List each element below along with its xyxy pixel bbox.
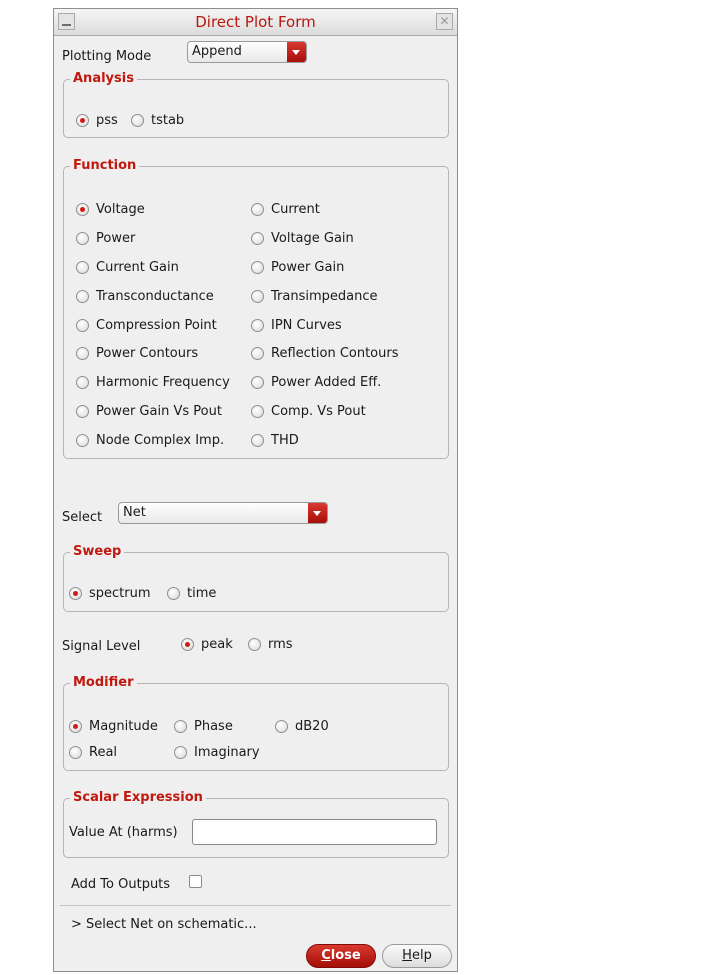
close-mnemonic: C <box>321 948 331 963</box>
analysis-title: Analysis <box>70 71 137 87</box>
chevron-down-icon <box>287 42 306 62</box>
radio-indicator <box>76 261 89 274</box>
add-to-outputs-label: Add To Outputs <box>71 877 171 892</box>
radio-indicator <box>69 720 82 733</box>
signal-level-label: Signal Level <box>62 639 141 654</box>
radio-label: Node Complex Imp. <box>96 433 225 448</box>
select-type-value: Net <box>123 505 146 520</box>
radio-label: Power Contours <box>96 346 199 361</box>
radio-label: Power Gain <box>271 260 345 275</box>
radio-label: Harmonic Frequency <box>96 375 230 390</box>
radio-label: Imaginary <box>194 745 260 760</box>
add-to-outputs-checkbox[interactable] <box>189 875 202 888</box>
radio-label: Voltage <box>96 202 145 217</box>
radio-indicator <box>251 347 264 360</box>
radio-indicator <box>248 638 261 651</box>
radio-indicator <box>76 232 89 245</box>
radio-indicator <box>76 405 89 418</box>
radio-label: Reflection Contours <box>271 346 399 361</box>
sweep-group <box>63 544 449 612</box>
radio-indicator <box>76 114 89 127</box>
function-group <box>63 158 449 459</box>
radio-indicator <box>174 746 187 759</box>
radio-indicator <box>76 376 89 389</box>
radio-indicator <box>69 587 82 600</box>
radio-label: Real <box>89 745 118 760</box>
help-mnemonic: H <box>402 948 412 963</box>
radio-label: THD <box>271 433 299 448</box>
radio-indicator <box>76 319 89 332</box>
radio-indicator <box>251 203 264 216</box>
sweep-title: Sweep <box>70 544 124 560</box>
scalar-expression-group <box>63 790 449 858</box>
radio-label: Phase <box>194 719 233 734</box>
radio-indicator <box>131 114 144 127</box>
status-message: > Select Net on schematic... <box>71 917 257 932</box>
radio-label: dB20 <box>295 719 329 734</box>
radio-label: Power <box>96 231 136 246</box>
radio-indicator <box>275 720 288 733</box>
help-button[interactable] <box>382 944 452 968</box>
radio-indicator <box>251 376 264 389</box>
radio-label: Voltage Gain <box>271 231 354 246</box>
radio-indicator <box>251 261 264 274</box>
radio-label: pss <box>96 113 118 128</box>
radio-indicator <box>251 319 264 332</box>
radio-label: time <box>187 586 217 601</box>
modifier-title: Modifier <box>70 675 137 691</box>
radio-indicator <box>76 203 89 216</box>
radio-indicator <box>181 638 194 651</box>
radio-label: Transconductance <box>96 289 214 304</box>
radio-indicator <box>69 746 82 759</box>
plotting-mode-label: Plotting Mode <box>62 49 152 64</box>
radio-label: Comp. Vs Pout <box>271 404 366 419</box>
radio-label: Current Gain <box>96 260 179 275</box>
radio-label: Transimpedance <box>271 289 378 304</box>
help-label-rest: elp <box>411 948 432 963</box>
radio-label: Power Added Eff. <box>271 375 382 390</box>
radio-label: Current <box>271 202 320 217</box>
radio-label: Magnitude <box>89 719 158 734</box>
modifier-group <box>63 675 449 771</box>
close-button[interactable] <box>306 944 376 968</box>
radio-indicator <box>251 232 264 245</box>
function-title: Function <box>70 158 139 174</box>
radio-label: Compression Point <box>96 318 217 333</box>
close-label-rest: lose <box>330 948 361 963</box>
radio-label: IPN Curves <box>271 318 342 333</box>
divider <box>60 905 451 906</box>
radio-label: peak <box>201 637 233 652</box>
radio-indicator <box>167 587 180 600</box>
radio-label: tstab <box>151 113 185 128</box>
radio-indicator <box>251 405 264 418</box>
value-at-input[interactable] <box>192 819 437 845</box>
analysis-group <box>63 71 449 138</box>
plotting-mode-select[interactable] <box>187 41 307 63</box>
radio-label: Power Gain Vs Pout <box>96 404 222 419</box>
scalar-expression-title: Scalar Expression <box>70 790 206 806</box>
radio-label: rms <box>268 637 293 652</box>
radio-indicator <box>251 434 264 447</box>
close-window-icon[interactable]: ✕ <box>436 13 453 30</box>
plotting-mode-value: Append <box>192 44 242 59</box>
direct-plot-form-window <box>53 8 458 972</box>
radio-indicator <box>76 434 89 447</box>
select-type-dropdown[interactable] <box>118 502 328 524</box>
chevron-down-icon <box>308 503 327 523</box>
title-bar <box>54 9 457 36</box>
window-title: Direct Plot Form <box>195 13 316 31</box>
radio-indicator <box>174 720 187 733</box>
select-label: Select <box>62 510 103 525</box>
value-at-label: Value At (harms) <box>69 825 178 840</box>
radio-indicator <box>76 290 89 303</box>
radio-indicator <box>76 347 89 360</box>
radio-label: spectrum <box>89 586 151 601</box>
radio-indicator <box>251 290 264 303</box>
